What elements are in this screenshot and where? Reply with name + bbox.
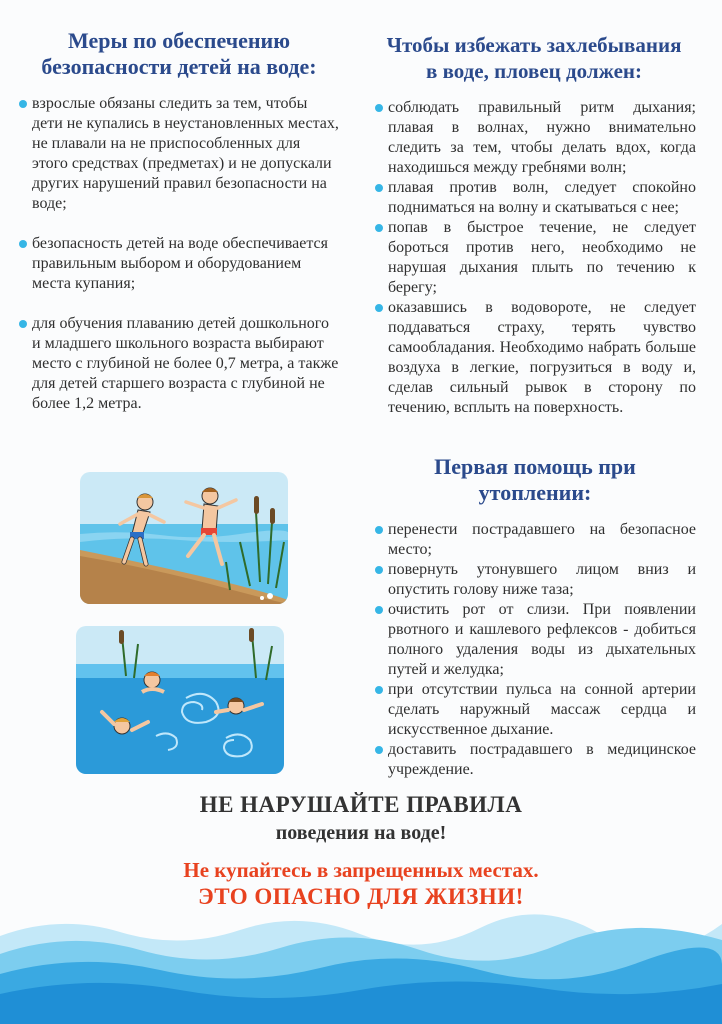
list-item: соблюдать правильный ритм дыхания; плавая в волнах, нужно внимательно следить за тем, чтобы делать вдох, когда находишься между гребнями волн; bbox=[374, 98, 696, 178]
bullet-icon bbox=[375, 746, 383, 754]
warning-rules-subtitle: поведения на воде! bbox=[275, 822, 447, 844]
warning-life-danger: ЭТО ОПАСНО ДЛЯ ЖИЗНИ! bbox=[198, 884, 524, 909]
bullet-icon bbox=[375, 184, 383, 192]
list-item: оказавшись в водовороте, не следует поддаваться страху, терять чувство самообладания. Необходимо набрать больше воздуха в легкие, погрузиться в воду и, сделав сильный рывок в сторону по течению, всплыть на поверхность. bbox=[374, 298, 696, 418]
left-title-line2: безопасности детей на воде: bbox=[41, 54, 317, 79]
warning-rules-title: НЕ НАРУШАЙТЕ ПРАВИЛА bbox=[199, 792, 523, 817]
left-title-line1: Меры по обеспечению bbox=[67, 28, 291, 53]
list-item: плавая против волн, следует спокойно подниматься на волну и скатываться с нее; bbox=[374, 178, 696, 218]
illustration-kids-in-whirlpool bbox=[76, 626, 284, 774]
list-item: для обучения плаванию детей дошкольного и младшего школьного возраста выбирают место с глубиной не более 0,7 метра, а также для детей старшего возраста с глубиной не более 1,2 метра. bbox=[18, 314, 340, 414]
first-aid-title bbox=[374, 454, 696, 506]
list-item: очистить рот от слизи. При появлении рвотного и кашлевого рефлексов - добиться полного удаления воды из дыхательных путей и желудка; bbox=[374, 600, 696, 680]
bullet-icon bbox=[19, 240, 27, 248]
list-item: взрослые обязаны следить за тем, чтобы дети не купались в неустановленных местах, не плавали на не приспособленных для этого средствах (предметах) и не допускали других нарушений правил безопасности на воде; bbox=[18, 94, 340, 214]
bullet-icon bbox=[19, 100, 27, 108]
right-title-line2: в воде, пловец должен: bbox=[426, 59, 642, 83]
list-item: доставить пострадавшего в медицинское учреждение. bbox=[374, 740, 696, 780]
decorative-waves bbox=[0, 910, 722, 1024]
illustration-kids-on-shore bbox=[80, 472, 288, 604]
bullet-icon bbox=[375, 104, 383, 112]
right-section-title bbox=[356, 32, 712, 84]
left-section-title bbox=[18, 28, 340, 80]
list-item: повернуть утонувшего лицом вниз и опустить голову ниже таза; bbox=[374, 560, 696, 600]
right-title-line1: Чтобы избежать захлебывания bbox=[386, 33, 682, 57]
warning-forbidden-places: Не купайтесь в запрещенных местах. bbox=[183, 858, 539, 882]
list-item: попав в быстрое течение, не следует бороться против него, необходимо не нарушая дыхания плыть по течению к берегу; bbox=[374, 218, 696, 298]
bullet-icon bbox=[375, 686, 383, 694]
left-safety-list bbox=[18, 94, 340, 434]
bullet-icon bbox=[375, 566, 383, 574]
list-item: безопасность детей на воде обеспечивается правильным выбором и оборудованием места купания; bbox=[18, 234, 340, 294]
first-aid-title-line2: утоплении: bbox=[478, 480, 592, 505]
bullet-icon bbox=[375, 304, 383, 312]
first-aid-list bbox=[374, 520, 696, 780]
bullet-icon bbox=[19, 320, 27, 328]
bullet-icon bbox=[375, 224, 383, 232]
list-item: перенести пострадавшего на безопасное место; bbox=[374, 520, 696, 560]
choking-prevention-list bbox=[374, 98, 696, 418]
bullet-icon bbox=[375, 606, 383, 614]
first-aid-title-line1: Первая помощь при bbox=[434, 454, 636, 479]
list-item: при отсутствии пульса на сонной артерии сделать наружный массаж сердца и искусственное дыхание. bbox=[374, 680, 696, 740]
bullet-icon bbox=[375, 526, 383, 534]
